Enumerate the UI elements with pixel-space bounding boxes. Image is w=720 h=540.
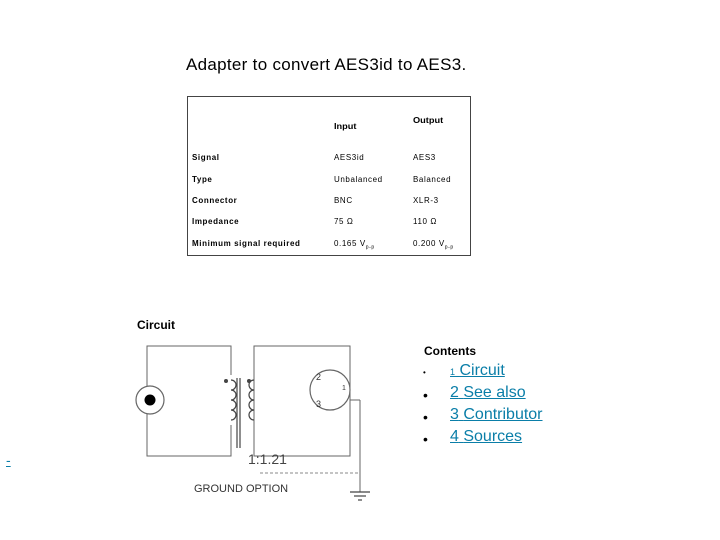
cell-impedance-output: 110 Ω: [413, 217, 437, 226]
toc-link-sources[interactable]: 4 Sources: [450, 428, 523, 445]
circuit-diagram: [130, 340, 390, 510]
bnc-connector-icon: [136, 386, 164, 414]
toc-link-see-also[interactable]: 2 See also: [450, 384, 526, 401]
toc-link-contributor[interactable]: 3 Contributor: [450, 406, 543, 423]
cell-signal-input: AES3id: [334, 153, 365, 162]
row-label-connector: Connector: [192, 196, 238, 205]
ground-symbol-icon: [350, 492, 370, 500]
cell-connector-output: XLR-3: [413, 196, 439, 205]
row-label-min-signal: Minimum signal required: [192, 239, 301, 248]
stray-link[interactable]: -: [6, 452, 11, 468]
bullet-icon: •: [423, 368, 426, 377]
row-label-signal: Signal: [192, 153, 220, 162]
xlr-pin-2-label: 2: [316, 372, 322, 382]
xlr-pin-3-label: 3: [316, 399, 322, 409]
row-label-impedance: Impedance: [192, 217, 240, 226]
transformer-icon: [220, 375, 254, 448]
cell-impedance-input: 75 Ω: [334, 217, 354, 226]
cell-type-input: Unbalanced: [334, 175, 383, 184]
turns-ratio-label: 1:1.21: [248, 451, 287, 467]
section-heading-circuit: Circuit: [137, 318, 176, 332]
page-title: Adapter to convert AES3id to AES3.: [186, 55, 467, 74]
cell-min-signal-output: 0.200 $V_{p-p}$: [413, 239, 454, 251]
bullet-icon: •: [423, 431, 428, 447]
contents-title: Contents: [424, 344, 476, 358]
xlr-connector-icon: [310, 370, 350, 410]
row-label-type: Type: [192, 175, 213, 184]
bullet-icon: •: [423, 409, 428, 425]
column-header-input: Input: [334, 122, 357, 131]
bullet-icon: •: [423, 387, 428, 403]
ground-option-label: GROUND OPTION: [194, 483, 289, 495]
cell-signal-output: AES3: [413, 153, 436, 162]
toc-link-circuit[interactable]: 1 Circuit: [450, 362, 505, 379]
cell-connector-input: BNC: [334, 196, 353, 205]
xlr-pin-1-label: 1: [342, 385, 346, 392]
column-header-output: Output: [413, 116, 444, 125]
cell-min-signal-input: 0.165 $V_{p-p}$: [334, 239, 375, 251]
cell-type-output: Balanced: [413, 175, 452, 184]
spec-table: [187, 96, 471, 256]
